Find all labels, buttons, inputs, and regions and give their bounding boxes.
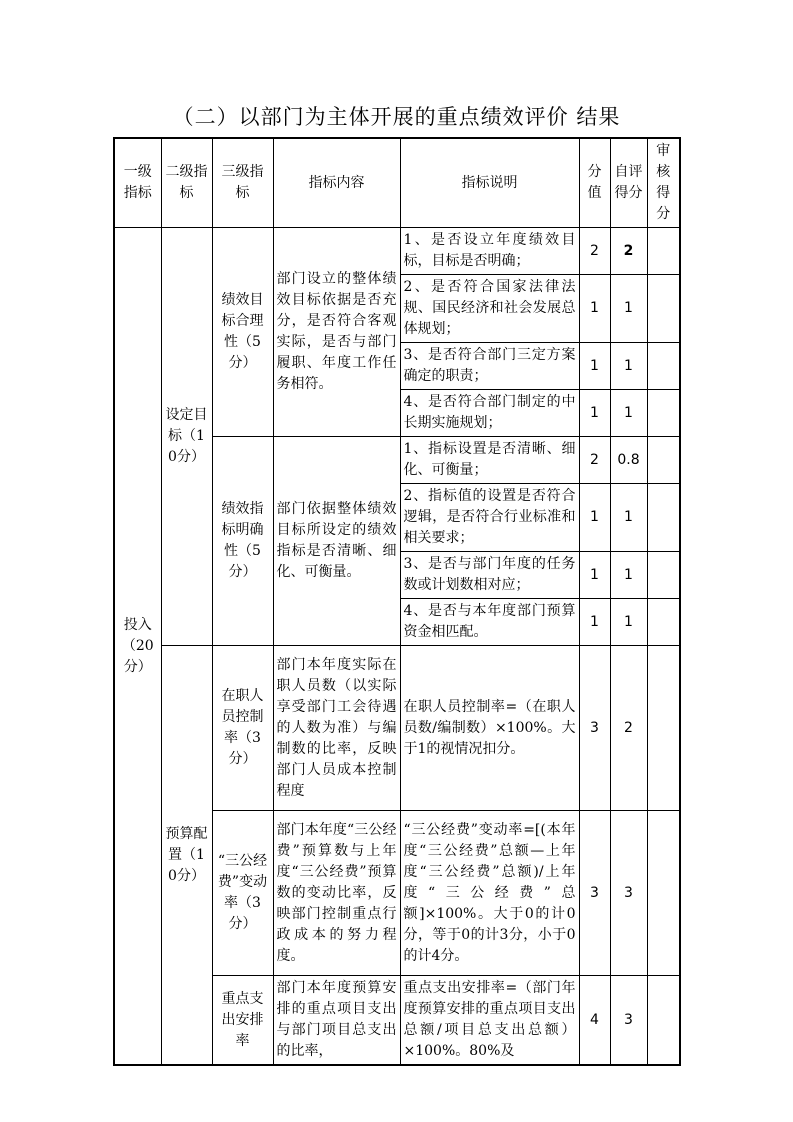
- row-audit: [647, 599, 680, 646]
- row-audit: [647, 811, 680, 976]
- row-desc: 2、指标值的设置是否符合逻辑，是否符合行业标准和相关要求；: [400, 484, 579, 552]
- row-desc: 重点支出安排率=（部门年度预算安排的重点项目支出总额/项目总支出总额）×100%。80%及: [400, 976, 579, 1066]
- row-desc: 在职人员控制率=（在职人员数/编制数）×100%。大于1的视情况扣分。: [400, 646, 579, 811]
- row-score: 1: [579, 552, 610, 599]
- row-audit: [647, 228, 680, 275]
- row-score: 2: [579, 228, 610, 275]
- row-self: 1: [610, 552, 647, 599]
- row-self: 1: [610, 599, 647, 646]
- row-score: 1: [579, 275, 610, 343]
- level2-target: 设定目标（10分）: [161, 228, 212, 646]
- row-score: 1: [579, 484, 610, 552]
- content-key: 部门本年度预算安排的重点项目支出与部门项目总支出的比率，: [273, 976, 400, 1066]
- header-self: 自评得分: [610, 138, 647, 228]
- row-desc: 1、指标设置是否清晰、细化、可衡量；: [400, 437, 579, 484]
- row-audit: [647, 275, 680, 343]
- row-desc: 4、是否与本年度部门预算资金相匹配。: [400, 599, 579, 646]
- header-l1: 一级指标: [114, 138, 161, 228]
- content-goal: 部门设立的整体绩效目标依据是否充分，是否符合客观实际，是否与部门履职、年度工作任务相符。: [273, 228, 400, 437]
- row-desc: 2、是否符合国家法律法规、国民经济和社会发展总体规划；: [400, 275, 579, 343]
- row-desc: 3、是否符合部门三定方案确定的职责；: [400, 343, 579, 390]
- header-content: 指标内容: [273, 138, 400, 228]
- header-desc: 指标说明: [400, 138, 579, 228]
- row-desc: 1、是否设立年度绩效目标，目标是否明确；: [400, 228, 579, 275]
- evaluation-table: [113, 137, 681, 1066]
- row-audit: [647, 390, 680, 437]
- level3-key: 重点支出安排率: [212, 976, 273, 1066]
- row-score: 1: [579, 343, 610, 390]
- row-score: 4: [579, 976, 610, 1066]
- row-audit: [647, 484, 680, 552]
- row-audit: [647, 343, 680, 390]
- row-self: 3: [610, 976, 647, 1066]
- row-audit: [647, 552, 680, 599]
- level3-staff: 在职人员控制率（3分）: [212, 646, 273, 811]
- content-sangong: 部门本年度“三公经费”预算数与上年度“三公经费”预算数的变动比率，反映部门控制重点行政成本的努力程度。: [273, 811, 400, 976]
- table-row: [114, 646, 680, 811]
- level3-goal: 绩效目标合理性（5分）: [212, 228, 273, 437]
- content-staff: 部门本年度实际在职人员数（以实际享受部门工会待遇的人数为准）与编制数的比率，反映部门人员成本控制程度: [273, 646, 400, 811]
- row-score: 3: [579, 811, 610, 976]
- content-indicator: 部门依据整体绩效目标所设定的绩效指标是否清晰、细化、可衡量。: [273, 437, 400, 646]
- row-self: 1: [610, 484, 647, 552]
- row-self: 1: [610, 343, 647, 390]
- row-score: 1: [579, 390, 610, 437]
- header-score: 分值: [579, 138, 610, 228]
- level1-touru: 投入（20分）: [114, 228, 161, 1066]
- row-audit: [647, 437, 680, 484]
- row-score: 2: [579, 437, 610, 484]
- header-l2: 二级指标: [161, 138, 212, 228]
- row-self: 3: [610, 811, 647, 976]
- row-self: 2: [610, 228, 647, 275]
- row-desc: “三公经费”变动率=[(本年度“三公经费”总额—上年度“三公经费”总额)/上年度“三公经费”总额]×100%。大于0的计0分，等于0的计3分，小于0的计4分。: [400, 811, 579, 976]
- row-score: 1: [579, 599, 610, 646]
- row-self: 1: [610, 275, 647, 343]
- header-row: [114, 138, 680, 228]
- page-title: （二）以部门为主体开展的重点绩效评价 结果: [172, 105, 621, 129]
- row-audit: [647, 646, 680, 811]
- table-row: [114, 228, 680, 275]
- row-self: 2: [610, 646, 647, 811]
- row-desc: 3、是否与部门年度的任务数或计划数相对应；: [400, 552, 579, 599]
- level3-sangong: “三公经费”变动率（3分）: [212, 811, 273, 976]
- row-self: 1: [610, 390, 647, 437]
- row-self: 0.8: [610, 437, 647, 484]
- header-audit: 审核得分: [647, 138, 680, 228]
- row-audit: [647, 976, 680, 1066]
- row-score: 3: [579, 646, 610, 811]
- level2-budget: 预算配置（10分）: [161, 646, 212, 1066]
- header-l3: 三级指标: [212, 138, 273, 228]
- row-desc: 4、是否符合部门制定的中长期实施规划；: [400, 390, 579, 437]
- level3-indicator: 绩效指标明确性（5分）: [212, 437, 273, 646]
